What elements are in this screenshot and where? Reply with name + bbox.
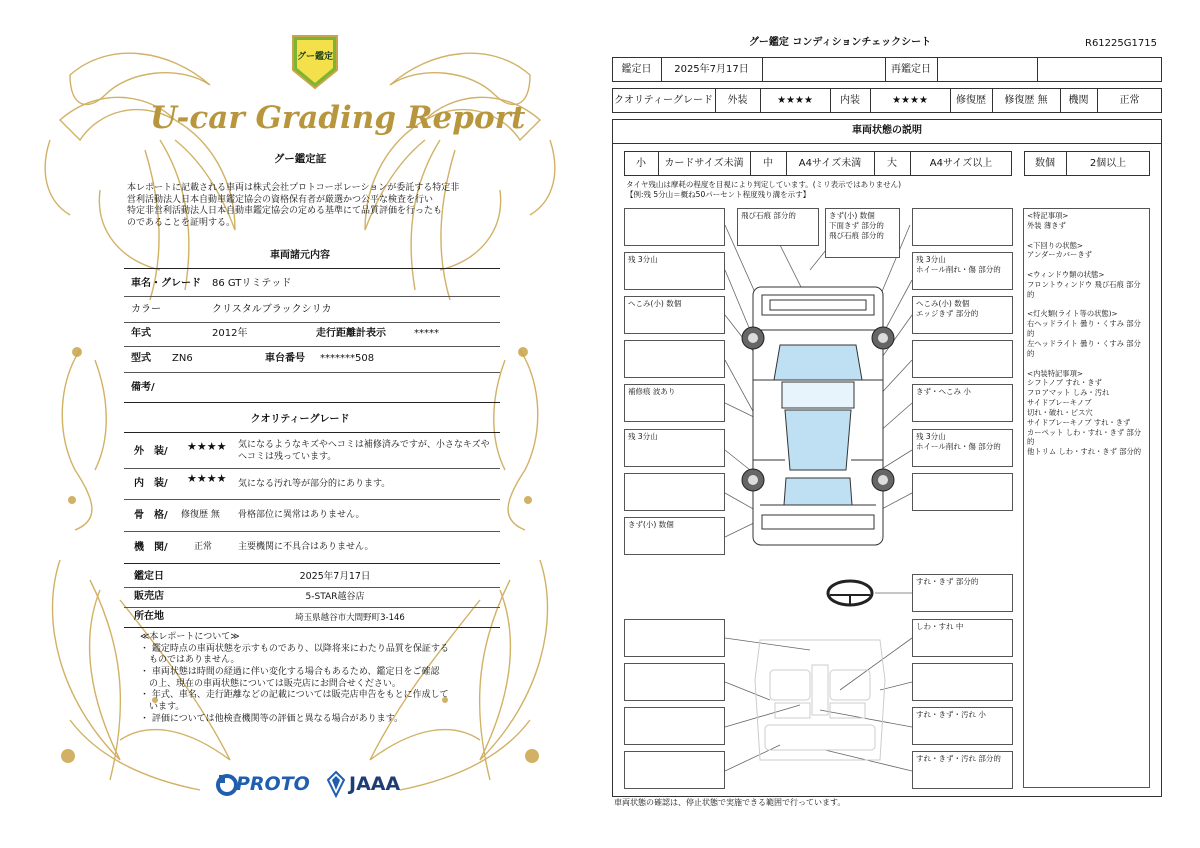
interior-stars: ★★★★ <box>187 472 227 485</box>
note-box: 飛び石痕 部分的 <box>737 208 819 246</box>
size-large-value: A4サイズ以上 <box>929 157 993 169</box>
note-box: 補修痕 波あり <box>624 384 725 422</box>
note-box <box>912 208 1013 246</box>
engine-label: 機関 <box>1068 94 1089 106</box>
interior-stars: ★★★★ <box>892 94 928 106</box>
cert-line: 本レポートに記載される車両は株式会社プロトコーポレーションが委託する特定非 <box>127 183 460 193</box>
specs-heading: 車両諸元内容 <box>270 250 330 261</box>
frame-label: 骨 格/ <box>134 510 168 521</box>
proto-logo: PROTO <box>236 773 310 795</box>
shop-value: 5-STAR越谷店 <box>305 592 365 602</box>
about-item: ・ 鑑定時点の車両状態を示すものであり、以降将来にわたり品質を保証する <box>140 643 449 654</box>
interior-note-box <box>624 751 725 789</box>
chassis-label: 車台番号 <box>265 353 305 364</box>
interior-label: 内 装/ <box>134 478 168 489</box>
logo-text: グー鑑定 <box>296 52 333 62</box>
interior-note-box <box>624 619 725 657</box>
exterior-stars: ★★★★ <box>187 440 227 453</box>
note-box: へこみ(小) 数個 エッジきず 部分的 <box>912 296 1013 334</box>
repair-label: 修復歴 <box>956 94 986 106</box>
note-box: 残 3分山 ホイール削れ・傷 部分的 <box>912 252 1013 290</box>
proto-mark-icon <box>216 773 238 797</box>
model-value: ZN6 <box>172 353 193 364</box>
note-box <box>624 208 725 246</box>
engine-value: 正常 <box>194 542 213 552</box>
interior-note-box <box>912 663 1013 701</box>
appraisal-date-label: 鑑定日 <box>134 571 164 582</box>
certificate-text <box>127 183 497 229</box>
sheet-id: R61225G1715 <box>1085 38 1157 49</box>
goo-kantei-logo <box>287 30 343 92</box>
engine-label: 機 関/ <box>134 542 168 553</box>
tire-note-1: タイヤ残山は摩耗の程度を目視により判定しています。(ミリ表示ではありません) <box>626 180 902 189</box>
frame-comment: 骨格部位に異常はありません。 <box>238 510 365 520</box>
date-label: 鑑定日 <box>621 63 652 75</box>
model-label: 型式 <box>131 353 151 364</box>
appraisal-date-value: 2025年7月17日 <box>299 571 371 582</box>
exterior-label: 外装 <box>727 94 748 106</box>
exterior-comment-line: 気になるようなキズやヘコミは補修済みですが、小さなキズや <box>238 440 490 450</box>
count-label: 数個 <box>1035 157 1055 169</box>
exterior-stars: ★★★★ <box>777 94 813 106</box>
note-box <box>624 340 725 378</box>
interior-label: 内装 <box>840 94 860 106</box>
exterior-label: 外 装/ <box>134 446 168 457</box>
size-small-value: カードサイズ未満 <box>664 157 744 169</box>
footer-note: 車両状態の確認は、停止状態で実施できる範囲で行っています。 <box>614 798 846 807</box>
redate-label: 再鑑定日 <box>891 63 931 75</box>
size-small-label: 小 <box>636 157 646 169</box>
interior-note-box <box>624 707 725 745</box>
jaaa-logo: JAAA <box>349 773 401 795</box>
about-item: ・ 評価については他検査機関等の評価と異なる場合があります。 <box>140 713 403 724</box>
size-large-label: 大 <box>887 157 897 169</box>
size-mid-value: A4サイズ未満 <box>798 157 862 169</box>
engine-value: 正常 <box>1119 94 1140 106</box>
tire-note-2: 【例:残 5分山＝概ね50パーセント程度残り溝を示す】 <box>626 190 811 199</box>
engine-comment: 主要機関に不具合はありません。 <box>238 542 374 552</box>
color-value: クリスタルブラックシリカ <box>212 304 332 315</box>
about-item: の上、現在の車両状態については販売店にお問合せください。 <box>140 678 401 689</box>
remarks-label: 備考/ <box>131 382 155 393</box>
about-section <box>140 632 500 726</box>
car-name-label: 車名・グレード <box>131 278 201 289</box>
note-box <box>624 473 725 511</box>
interior-comment: 気になる汚れ等が部分的にあります。 <box>238 479 391 489</box>
count-value: 2個以上 <box>1089 157 1127 169</box>
sheet-title: グー鑑定 コンディションチェックシート <box>748 37 932 48</box>
year-label: 年式 <box>131 328 151 339</box>
note-box: へこみ(小) 数個 <box>624 296 725 334</box>
address-label: 所在地 <box>134 611 164 622</box>
note-box <box>912 473 1013 511</box>
cert-line: 特定非営利活動法人日本自動車鑑定協会の定める基準にて品質評価を行ったも <box>127 206 443 217</box>
interior-note-box: しわ・すれ 中 <box>912 619 1013 657</box>
note-box: 残 3分山 ホイール削れ・傷 部分的 <box>912 429 1013 467</box>
frame-value: 修復歴 無 <box>181 510 220 520</box>
condition-heading: 車両状態の説明 <box>852 125 922 136</box>
special-notes: <特記事項> 外装 薄きず <下回りの状態> アンダーカバーきず <ウィンドウ類の状態> フロントウィンドウ 飛び石痕 部分的 <灯火類(ライト等の状態)> 右ヘッドライト 曇り・くすみ 部分的 左ヘッドライト 曇り・くすみ 部分的 <内装特記事項> シフトノブ すれ・きず フロアマット しみ・汚れ サイドブレーキノブ 切れ・破れ・ピス穴 サイドブレーキノブ すれ・きず カーペット しわ・すれ・きず 部分的 他トリム しわ・すれ・きず 部分的 <box>1023 208 1150 788</box>
interior-note-box <box>624 663 725 701</box>
interior-note-box: すれ・きず 部分的 <box>912 574 1013 612</box>
cert-line: 営利活動法人日本自動車鑑定協会の資格保有者が厳選かつ公平な検査を行い <box>127 194 434 205</box>
certificate-title: グー鑑定証 <box>273 153 327 165</box>
note-box: きず(小) 数個 下面きず 部分的 飛び石痕 部分的 <box>825 208 900 258</box>
about-item: ・ 年式、車名、走行距離などの記載については販売店申告をもとに作成して <box>140 690 449 701</box>
quality-heading: クオリティーグレード <box>250 414 350 425</box>
about-item: います。 <box>140 702 185 713</box>
size-mid-label: 中 <box>763 157 773 169</box>
interior-note-box: すれ・きず・汚れ 部分的 <box>912 751 1013 789</box>
note-box <box>912 340 1013 378</box>
date-value: 2025年7月17日 <box>674 63 749 75</box>
grade-label: クオリティーグレード <box>614 94 713 106</box>
mileage-value: ***** <box>414 328 439 339</box>
shop-label: 販売店 <box>134 591 164 602</box>
cert-line: のであることを証明する。 <box>127 217 236 228</box>
note-box: きず・へこみ 小 <box>912 384 1013 422</box>
year-value: 2012年 <box>212 328 248 339</box>
color-label: カラー <box>131 304 161 315</box>
exterior-comment <box>238 440 490 463</box>
report-title: U-car Grading Report <box>150 100 526 136</box>
note-box: 残 3分山 <box>624 429 725 467</box>
chassis-value: *******508 <box>320 353 375 364</box>
address-value: 埼玉県越谷市大間野町3-146 <box>295 613 405 623</box>
note-box: きず(小) 数個 <box>624 517 725 555</box>
about-item: ものではありません。 <box>140 655 240 666</box>
condition-check-sheet <box>600 0 1200 848</box>
note-box: 残 3分山 <box>624 252 725 290</box>
about-item: ・ 車両状態は時間の経過に伴い変化する場合もあるため、鑑定日をご確認 <box>140 667 440 678</box>
jaaa-mark-icon <box>326 770 346 798</box>
car-name-value: 86 GTリミテッド <box>212 278 292 289</box>
mileage-label: 走行距離計表示 <box>316 328 386 339</box>
about-heading: ≪本レポートについて≫ <box>140 632 240 642</box>
exterior-comment-line: ヘコミは残っています。 <box>238 451 337 462</box>
interior-note-box: すれ・きず・汚れ 小 <box>912 707 1013 745</box>
repair-value: 修復歴 無 <box>1004 94 1048 106</box>
